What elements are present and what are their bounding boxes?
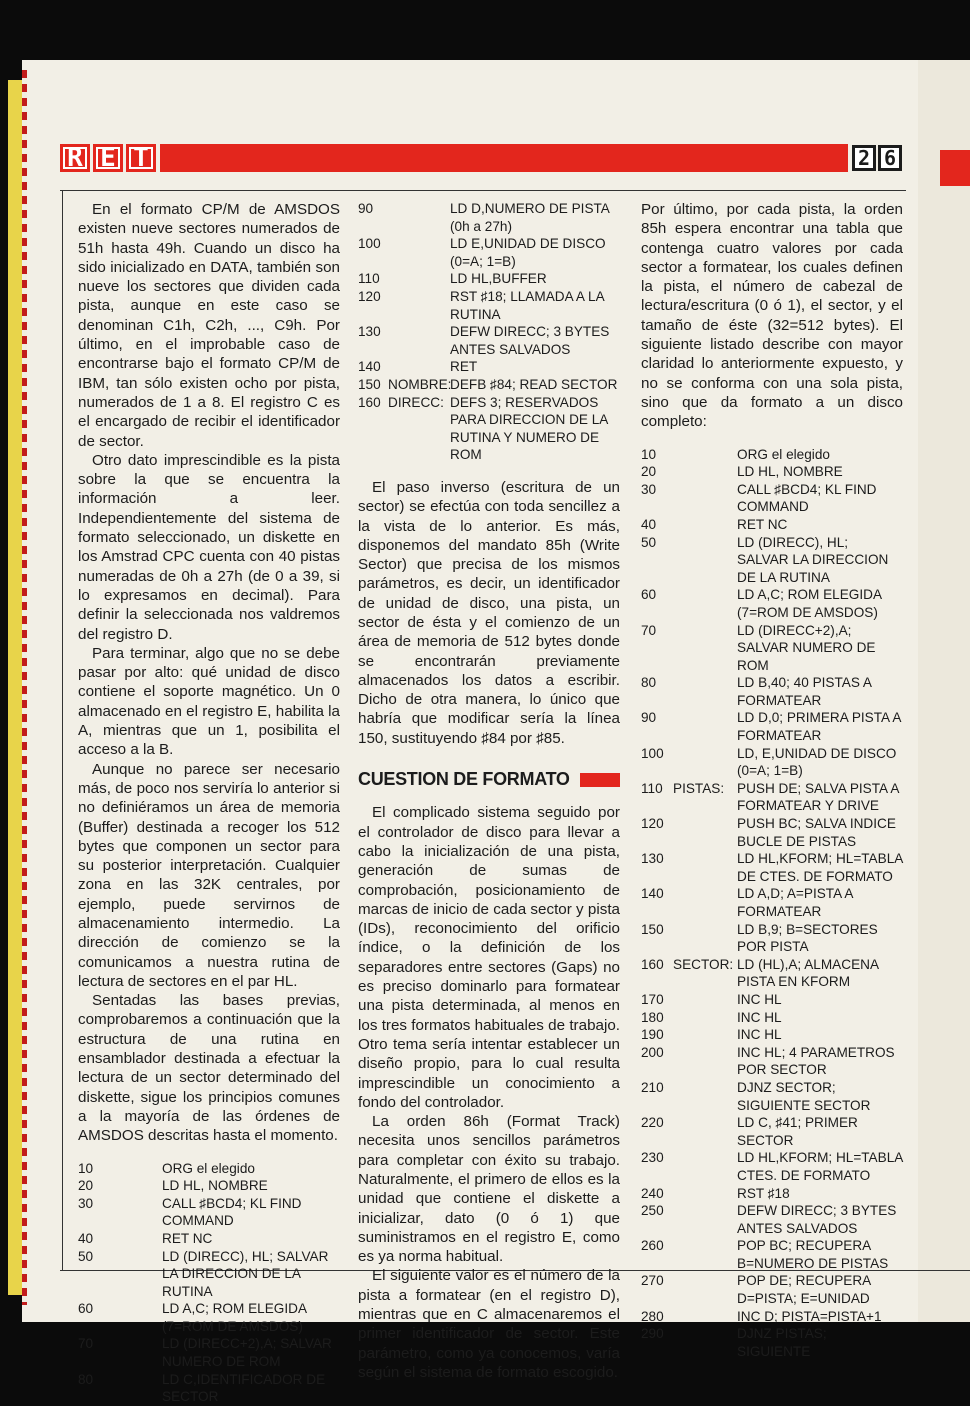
line-label: [673, 885, 737, 920]
page-digit: 2: [852, 145, 876, 171]
logo-letter: T: [126, 144, 156, 172]
code-line: [641, 1202, 903, 1237]
line-instruction: DJNZ SECTOR; SIGUIENTE SECTOR: [737, 1079, 871, 1113]
code-line: [641, 850, 903, 885]
code-line: [641, 622, 903, 675]
line-label: [673, 1325, 737, 1360]
line-label: [673, 1308, 737, 1326]
line-label: [673, 1237, 737, 1272]
code-line: [641, 1308, 903, 1326]
line-label: [673, 815, 737, 850]
line-instruction: LD (DIRECC), HL; SALVAR LA DIRECCION DE LA RUTINA: [162, 1248, 329, 1299]
line-instruction: LD B,40; 40 PISTAS A FORMATEAR: [737, 675, 872, 708]
line-number: 250: [641, 1203, 664, 1219]
column-2: [358, 200, 620, 1382]
line-instruction: LD D,0; PRIMERA PISTA A FORMATEAR: [737, 710, 901, 744]
code-line: [641, 921, 903, 956]
ret-logo: [60, 141, 160, 175]
line-label: [673, 745, 737, 780]
line-instruction: LD A,C; ROM ELEGIDA (7=ROM DE AMSDOS): [162, 1301, 307, 1334]
code-line: [78, 1335, 340, 1370]
line-number: 90: [641, 710, 657, 726]
line-label: [673, 1044, 737, 1079]
line-label: [673, 709, 737, 744]
line-label: [673, 1149, 737, 1184]
line-instruction: LD (DIRECC+2),A; SALVAR NUMERO DE ROM: [737, 622, 876, 673]
logo-letter: E: [93, 144, 123, 172]
code-line: [641, 674, 903, 709]
line-label: [673, 481, 737, 516]
line-number: 140: [641, 886, 664, 902]
line-instruction: INC HL; 4 PARAMETROS POR SECTOR: [737, 1044, 895, 1078]
code-line: [641, 481, 903, 516]
next-page-edge: [918, 60, 970, 1322]
code-line: [641, 885, 903, 920]
line-instruction: LD HL, NOMBRE: [737, 464, 843, 480]
line-instruction: LD D,NUMERO DE PISTA (0h a 27h): [450, 201, 610, 234]
line-number: 20: [78, 1178, 94, 1194]
line-instruction: LD HL,KFORM; HL=TABLA DE CTES. DE FORMATO: [737, 851, 903, 884]
line-number: 30: [78, 1195, 94, 1211]
line-instruction: INC HL: [737, 1009, 782, 1025]
code-line: [358, 270, 620, 288]
code-line: [641, 956, 903, 991]
code-line: [78, 1177, 340, 1195]
line-label: SECTOR:: [673, 956, 734, 972]
code-line: [358, 394, 620, 464]
code-line: [358, 235, 620, 270]
line-number: 150: [358, 376, 381, 392]
paragraph: En el formato CP/M de AMSDOS existen nueve sectores numerados de 51h hasta 49h. Cuando un disco ha sido inicializado en DATA, también son nueve los sectores que dividen cada pista, aunque en este caso se denominan C1h, C2h, ..., C9h. Por último, en el improbable caso de encontrarse bajo el formato CP/M de IBM, tan sólo existen ocho por pista, numerados de 1 a 8. El registro C es el encargado de recibir el identificador de sector.: [78, 201, 340, 450]
line-number: 60: [78, 1301, 94, 1317]
line-label: [673, 1114, 737, 1149]
header-band: [60, 144, 906, 172]
line-instruction: CALL ♯BCD4; KL FIND COMMAND: [737, 481, 877, 515]
line-label: [388, 270, 450, 288]
code-line: [641, 1079, 903, 1114]
line-instruction: LD, E,UNIDAD DE DISCO (0=A; 1=B): [737, 745, 897, 779]
heading-text: CUESTION DE FORMATO: [358, 769, 570, 790]
line-label: [118, 1230, 162, 1248]
line-instruction: INC HL: [737, 991, 782, 1007]
line-number: 180: [641, 1009, 664, 1025]
line-number: 80: [78, 1371, 94, 1387]
code-line: [641, 1009, 903, 1027]
code-line: [641, 1114, 903, 1149]
line-instruction: DJNZ PISTAS; SIGUIENTE: [737, 1326, 827, 1359]
code-line: [78, 1300, 340, 1335]
code-listing: [641, 446, 903, 1361]
line-label: [673, 446, 737, 464]
paragraph: El paso inverso (escritura de un sector) se efectúa con toda sencillez a la vista de lo anterior. Es más, disponemos del mandato 85h (Write Sector) que precisa de los mismos parámetros, es decir, un identificador de unidad de disco, una pista, un sector de ésta y el comienzo de un área de memoria de 512 bytes donde se encontrarán previamente almacenados los datos a escribir. Dicho de otra manera, lo único que habría que modificar sería la línea 150, sustituyendo ♯84 por ♯85.: [358, 478, 620, 747]
line-label: [118, 1371, 162, 1406]
paragraph: El complicado sistema seguido por el controlador de disco para llevar a cabo la inicialización de una pista, generación de sumas de comprobación, posicionamiento de marcas de inicio de cada sector y pista (IDs), reconocimiento del orificio índice, o la definición de los separadores entre sectores (Gaps) no es preciso dominarlo para formatear una pista determinada, al menos en los tres formatos habituales de trabajo. Otro tema sería intentar establecer un diseño propio, para lo cual resulta imprescindible un conocimiento a fondo del controlador.: [358, 804, 620, 1111]
line-number: 200: [641, 1044, 664, 1060]
line-label: NOMBRE:: [388, 376, 452, 392]
line-instruction: RET NC: [162, 1230, 213, 1246]
line-label: [388, 358, 450, 376]
line-label: [673, 586, 737, 621]
code-listing: [78, 1160, 340, 1406]
line-number: 30: [641, 481, 657, 497]
line-number: 160: [358, 394, 381, 410]
line-label: [673, 463, 737, 481]
code-line: [358, 323, 620, 358]
line-label: [673, 534, 737, 587]
code-line: [358, 200, 620, 235]
logo-letter: R: [60, 144, 90, 172]
code-line: [641, 815, 903, 850]
code-line: [78, 1371, 340, 1406]
line-number: 260: [641, 1238, 664, 1254]
line-label: [673, 622, 737, 675]
line-label: DIRECC:: [388, 394, 444, 410]
code-line: [641, 534, 903, 587]
red-tab: [940, 150, 970, 186]
line-number: 10: [78, 1160, 94, 1176]
code-line: [641, 446, 903, 464]
code-line: [641, 1026, 903, 1044]
line-number: 50: [78, 1248, 94, 1264]
page-edge-stripe: [22, 70, 27, 1305]
line-instruction: LD E,UNIDAD DE DISCO (0=A; 1=B): [450, 236, 606, 269]
line-instruction: LD HL,KFORM; HL=TABLA CTES. DE FORMATO: [737, 1150, 903, 1183]
line-instruction: LD (DIRECC+2),A; SALVAR NUMERO DE ROM: [162, 1336, 332, 1370]
line-label: [673, 1202, 737, 1237]
code-line: [641, 1044, 903, 1079]
line-label: [673, 516, 737, 534]
line-number: 120: [641, 816, 664, 832]
line-number: 100: [641, 745, 664, 761]
line-label: [118, 1248, 162, 1301]
column-1: [78, 200, 340, 1406]
line-instruction: LD (DIRECC), HL; SALVAR LA DIRECCION DE LA RUTINA: [737, 534, 889, 585]
line-instruction: RET NC: [737, 516, 788, 532]
line-instruction: INC D; PISTA=PISTA+1: [737, 1308, 882, 1324]
line-number: 10: [641, 446, 657, 462]
line-label: [673, 1079, 737, 1114]
code-line: [641, 586, 903, 621]
line-instruction: RST ♯18: [737, 1185, 790, 1201]
line-instruction: LD A,C; ROM ELEGIDA (7=ROM DE AMSDOS): [737, 587, 882, 620]
code-line: [641, 1325, 903, 1360]
line-instruction: LD B,9; B=SECTORES POR PISTA: [737, 921, 878, 955]
code-line: [641, 1185, 903, 1203]
code-line: [641, 991, 903, 1009]
line-number: 40: [78, 1230, 94, 1246]
line-label: [118, 1195, 162, 1230]
line-instruction: LD C,IDENTIFICADOR DE SECTOR: [162, 1371, 326, 1405]
line-instruction: DEFW DIRECC; 3 BYTES ANTES SALVADOS: [737, 1203, 897, 1236]
code-line: [641, 463, 903, 481]
line-label: [118, 1335, 162, 1370]
paragraph: El siguiente valor es el número de la pista a formatear (en el registro D), mientras que en C almacenaremos el primer identificador de sector. Este parámetro, como ya conocemos, varía según el sistema de formato escogido.: [358, 1267, 620, 1381]
code-line: [358, 376, 620, 394]
line-label: [388, 200, 450, 235]
paragraph: Por último, por cada pista, la orden 85h espera encontrar una tabla que contenga cuatro valores por cada sector a formatear, los cuales definen la pista, el número de cabezal de lectura/escritura (0 ó 1), el sector, y el tamaño de éste (32=512 bytes). El siguiente listado describe con mayor claridad lo anteriormente expuesto, y no se conforma con una sola pista, sino que da formato a un disco completo:: [641, 201, 903, 431]
line-instruction: ORG el elegido: [737, 446, 830, 462]
code-line: [641, 1272, 903, 1307]
code-line: [78, 1195, 340, 1230]
line-instruction: ORG el elegido: [162, 1160, 255, 1176]
line-number: 70: [78, 1336, 94, 1352]
line-instruction: LD HL, NOMBRE: [162, 1178, 268, 1194]
paragraph: La orden 86h (Format Track) necesita unos sencillos parámetros para completar con éxito su trabajo. Naturalmente, el primero de ellos es la unidad que contiene el diskette a inicializar, dato (0 ó 1) que suministramos en el registro E, como es ya norma habitual.: [358, 1113, 620, 1266]
code-line: [641, 1149, 903, 1184]
section-heading: [358, 770, 620, 789]
line-label: [118, 1300, 162, 1335]
line-number: 100: [358, 236, 381, 252]
line-number: 210: [641, 1079, 664, 1095]
line-label: [388, 323, 450, 358]
code-line: [78, 1248, 340, 1301]
line-number: 70: [641, 622, 657, 638]
line-number: 280: [641, 1308, 664, 1324]
page-number: [848, 144, 906, 172]
code-line: [641, 780, 903, 815]
line-instruction: PUSH DE; SALVA PISTA A FORMATEAR Y DRIVE: [737, 780, 899, 814]
line-label: [673, 991, 737, 1009]
line-number: 270: [641, 1273, 664, 1289]
paragraph: Sentadas las bases previas, comprobaremos a continuación que la estructura de una rutina en ensamblador destinada a efectuar la lectura de un sector determinado del diskette, sigue los principios comunes a la mayoría de las órdenes de AMSDOS descritas hasta el momento.: [78, 992, 340, 1145]
line-number: 190: [641, 1027, 664, 1043]
line-number: 20: [641, 464, 657, 480]
line-number: 130: [358, 324, 381, 340]
page-digit: 6: [878, 145, 902, 171]
line-label: [673, 921, 737, 956]
line-label: [673, 674, 737, 709]
line-label: [118, 1160, 162, 1178]
code-line: [358, 358, 620, 376]
paragraph: Otro dato imprescindible es la pista sobre la que se encuentra la información a leer. Independientemente del sistema de formato seleccionado, un diskette en los Amstrad CPC cuenta con 40 pistas numeradas de 0h a 27h (de 0 a 39, si lo expresamos en decimal). Para definir la seleccionada nos valdremos del registro D.: [78, 451, 340, 643]
line-number: 140: [358, 359, 381, 375]
line-label: PISTAS:: [673, 780, 725, 796]
line-instruction: LD (HL),A; ALMACENA PISTA EN KFORM: [737, 956, 879, 990]
line-number: 230: [641, 1150, 664, 1166]
line-number: 40: [641, 516, 657, 532]
line-number: 290: [641, 1326, 664, 1342]
line-number: 120: [358, 288, 381, 304]
line-number: 130: [641, 851, 664, 867]
code-line: [358, 288, 620, 323]
line-number: 110: [358, 271, 380, 287]
code-line: [78, 1230, 340, 1248]
code-line: [641, 709, 903, 744]
line-instruction: LD A,D; A=PISTA A FORMATEAR: [737, 886, 853, 919]
line-instruction: RST ♯18; LLAMADA A LA RUTINA: [450, 288, 604, 322]
line-instruction: DEFW DIRECC; 3 BYTES ANTES SALVADOS: [450, 324, 610, 357]
line-label: [673, 1026, 737, 1044]
paragraph: Para terminar, algo que no se debe pasar por alto: qué unidad de disco contiene el soporte magnético. Un 0 almacenado en el registro E, habilita la A, mientras que un 1, posibilita el acceso a la B.: [78, 644, 340, 759]
line-number: 170: [641, 991, 664, 1007]
left-rule: [62, 190, 63, 1270]
paragraph: Aunque no parece ser necesario más, de poco nos serviría lo anterior si no definiéramos un área de memoria (Buffer) destinada a recoger los 512 bytes que componen un sector para su posterior interpretación. Cualquier zona en las 32K centrales, por ejemplo, puede servirnos de almacenamiento intermedio. La dirección de comienzo se la comunicamos a nuestra rutina de lectura de sectores en el par HL.: [78, 760, 340, 990]
column-3: [641, 200, 903, 1360]
line-number: 60: [641, 587, 657, 603]
code-line: [641, 1237, 903, 1272]
line-label: [118, 1177, 162, 1195]
line-instruction: DEFB ♯84; READ SECTOR: [450, 376, 618, 392]
line-instruction: RET: [450, 359, 478, 375]
line-label: [388, 288, 450, 323]
heading-accent-bar: [580, 773, 620, 787]
top-rule: [60, 190, 906, 191]
line-instruction: DEFS 3; RESERVADOS PARA DIRECCION DE LA RUTINA Y NUMERO DE ROM: [450, 394, 608, 463]
line-number: 110: [641, 780, 663, 796]
line-number: 240: [641, 1185, 664, 1201]
line-instruction: POP BC; RECUPERA B=NUMERO DE PISTAS: [737, 1238, 889, 1271]
line-label: [673, 1185, 737, 1203]
line-number: 220: [641, 1115, 664, 1131]
line-number: 90: [358, 201, 374, 216]
code-line: [78, 1160, 340, 1178]
line-instruction: PUSH BC; SALVA INDICE BUCLE DE PISTAS: [737, 816, 896, 849]
code-listing: [358, 200, 620, 464]
line-instruction: POP DE; RECUPERA D=PISTA; E=UNIDAD: [737, 1273, 871, 1307]
line-instruction: CALL ♯BCD4; KL FIND COMMAND: [162, 1195, 302, 1229]
line-label: [673, 850, 737, 885]
line-label: [388, 235, 450, 270]
line-label: [673, 1272, 737, 1307]
code-line: [641, 745, 903, 780]
line-instruction: INC HL: [737, 1027, 782, 1043]
line-instruction: LD C, ♯41; PRIMER SECTOR: [737, 1115, 858, 1148]
line-number: 160: [641, 956, 664, 972]
line-label: [673, 1009, 737, 1027]
line-number: 80: [641, 675, 657, 691]
line-number: 50: [641, 534, 657, 550]
line-instruction: LD HL,BUFFER: [450, 271, 547, 287]
line-number: 150: [641, 921, 664, 937]
code-line: [641, 516, 903, 534]
